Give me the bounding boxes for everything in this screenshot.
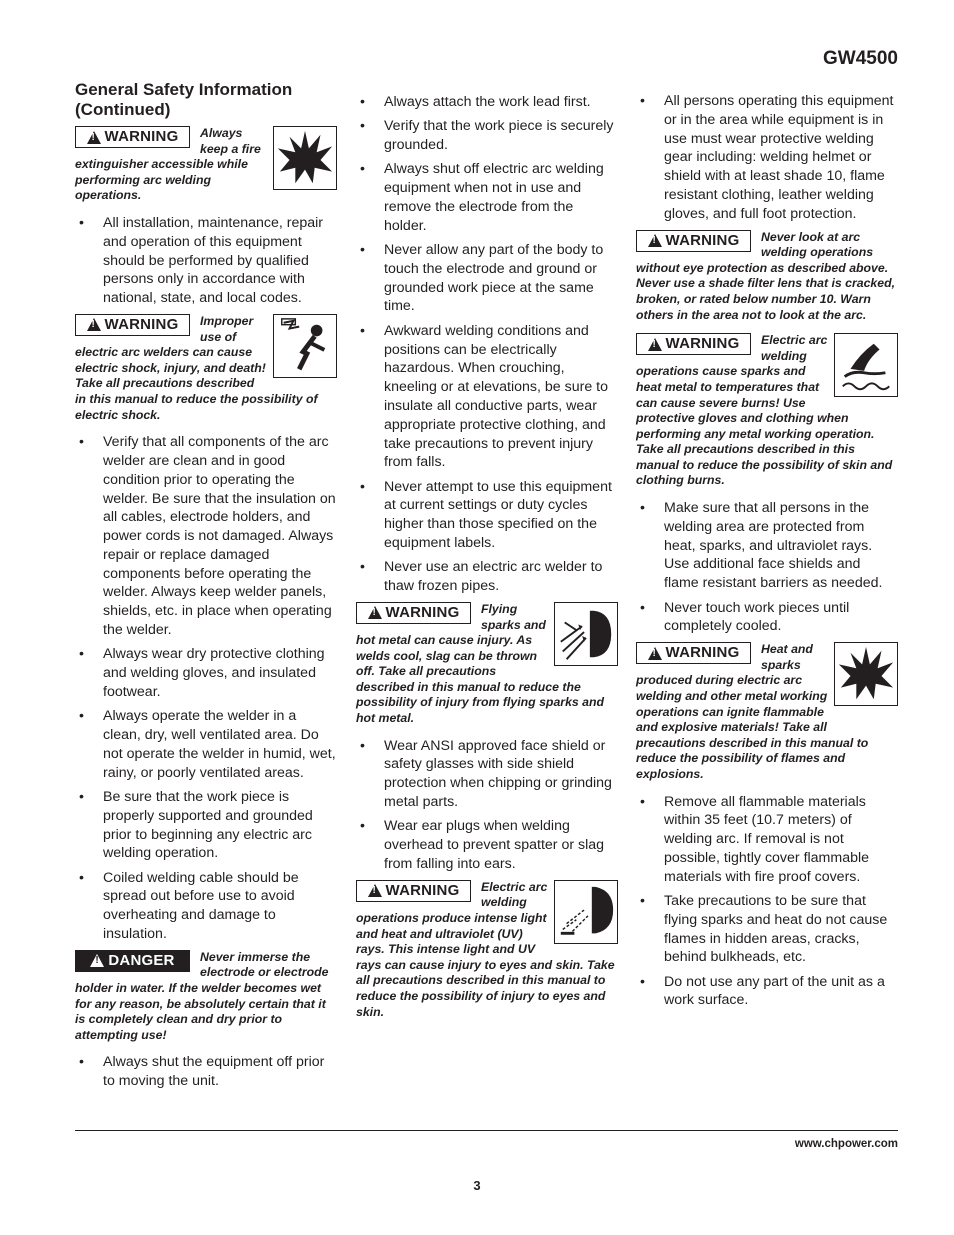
bullet-list (356, 737, 618, 874)
warning-badge: ! WARNING (636, 333, 751, 355)
warning-flying-sparks: ! WARNING Flying sparks and hot metal can cause injury. As welds cool, slag can be thrown off. Take all precautions described in this manual to reduce the possibility of injury from flying sparks and hot metal. (356, 602, 618, 727)
bullet-list (75, 214, 337, 308)
column-2 (356, 93, 618, 1030)
bullet-list (75, 433, 337, 944)
alert-triangle-icon (368, 884, 382, 897)
list-item: • Coiled welding cable should be spread out before use to avoid overheating and damage to insulation. (75, 869, 337, 944)
page-number: 3 (473, 1178, 481, 1193)
section-title: General Safety Information (Continued) (75, 80, 293, 119)
list-item: • Never attempt to use this equipment at current settings or duty cycles higher than those specified on the equipment labels. (356, 478, 618, 553)
warning-burns: ! WARNING Electric arc welding operations cause sparks and heat metal to temperatures that can cause severe burns! Use protective gloves and clothing when performing any metal working operation. Take all precautions described in this manual to reduce the possibility of skin and clothing burns. (636, 333, 898, 489)
list-item: • Remove all flammable materials within 35 feet (10.7 meters) of welding arc. If removal is not possible, tightly cover flammable materials with fire proof covers. (636, 793, 898, 887)
bullet-list (636, 92, 898, 224)
list-item: • All installation, maintenance, repair and operation of this equipment should be performed by qualified persons only in accordance with national, state, and local codes. (75, 214, 337, 308)
warning-badge: ! WARNING (356, 880, 471, 902)
warning-badge: ! WARNING (356, 602, 471, 624)
list-item: • Make sure that all persons in the welding area are protected from heat, sparks, and ultraviolet rays. Use additional face shields and flame resistant barriers as needed. (636, 499, 898, 593)
alert-triangle-icon (87, 131, 101, 144)
list-item: • Be sure that the work piece is properly supported and grounded prior to beginning any electric arc welding operation. (75, 788, 337, 863)
footer-divider (75, 1130, 898, 1131)
list-item: • Verify that all components of the arc welder are clean and in good condition prior to operating the welder. Be sure that the insulation on all cables, electrode holders, and power cords is not damaged. Always repair or replace damaged components before operating the welder. Always keep welder panels, shields, etc. in place when operating the welder. (75, 433, 337, 640)
warning-uv-rays: ! WARNING Electric arc welding operations produce intense light and heat and ultraviolet (UV) rays. This intense light and UV rays can cause injury to eyes and skin. Take all precautions described in this manual to reduce the possibility of injury to eyes and skin. (356, 880, 618, 1020)
list-item: • Always operate the welder in a clean, dry, well ventilated area. Do not operate the welder in humid, wet, rainy, or poorly ventilated areas. (75, 707, 337, 782)
warning-badge: ! WARNING (636, 230, 751, 252)
warning-electric-shock: ! WARNING Improper use of electric arc welders can cause electric shock, injury, and death! Take all precautions described in this manual to reduce the possibility of electric shock. (75, 314, 337, 423)
warning-badge: ! WARNING (75, 126, 190, 148)
list-item: • Do not use any part of the unit as a work surface. (636, 973, 898, 1011)
list-item: • Verify that the work piece is securely grounded. (356, 117, 618, 155)
warning-badge: ! WARNING (75, 314, 190, 336)
list-item: • Always shut the equipment off prior to moving the unit. (75, 1053, 337, 1091)
explosion-icon (273, 126, 337, 190)
hot-surface-hand-icon (834, 333, 898, 397)
warning-fire-explosion: ! WARNING Heat and sparks produced during electric arc welding and other metal working operations can ignite flammable and explosive materials! Take all precautions described in this manual to reduce the possibility of flames and explosions. (636, 642, 898, 782)
list-item: • Always shut off electric arc welding equipment when not in use and remove the electrode from the holder. (356, 160, 618, 235)
bullet-list (636, 499, 898, 636)
footer-url[interactable]: www.chpower.com (794, 1138, 898, 1150)
list-item: • All persons operating this equipment or in the area while equipment is in use must wear protective welding gear including: welding helmet or shield with at least shade 10, flame resistant clothing, leather welding gloves, and full foot protection. (636, 92, 898, 224)
list-item: • Always attach the work lead first. (356, 93, 618, 112)
face-shield-sparks-icon (554, 602, 618, 666)
list-item: • Wear ANSI approved face shield or safety glasses with side shield protection when chipping or grinding metal parts. (356, 737, 618, 812)
warning-badge: ! WARNING (636, 642, 751, 664)
alert-triangle-icon (87, 318, 101, 331)
bullet-list (636, 793, 898, 1011)
alert-triangle-icon (648, 647, 662, 660)
list-item: • Always wear dry protective clothing and welding gloves, and insulated footwear. (75, 645, 337, 701)
bullet-list (356, 93, 618, 596)
list-item: • Never use an electric arc welder to thaw frozen pipes. (356, 558, 618, 596)
alert-triangle-icon (368, 606, 382, 619)
column-3 (636, 92, 898, 1016)
welding-helmet-arc-icon (554, 880, 618, 944)
bullet-list (75, 1053, 337, 1091)
alert-triangle-icon (90, 954, 104, 967)
list-item: • Awkward welding conditions and positions can be electrically hazardous. When crouching, kneeling or at elevations, be sure to insulate all conductive parts, wear appropriate protective clothing, and take precautions to prevent injury from falls. (356, 322, 618, 472)
list-item: • Never touch work pieces until completely cooled. (636, 599, 898, 637)
model-number: GW4500 (823, 48, 898, 69)
electric-shock-icon (273, 314, 337, 378)
list-item: • Wear ear plugs when welding overhead to prevent spatter or slag from falling into ears. (356, 817, 618, 873)
danger-immersion: ! DANGER Never immerse the electrode or electrode holder in water. If the welder becomes wet for any reason, be absolutely certain that it is completely clean and dry prior to attempting use! (75, 950, 337, 1044)
alert-triangle-icon (648, 338, 662, 351)
list-item: • Never allow any part of the body to touch the electrode and ground or grounded work piece at the same time. (356, 241, 618, 316)
danger-badge: ! DANGER (75, 950, 190, 972)
list-item: • Take precautions to be sure that flying sparks and heat do not cause flames in hidden areas, cracks, behind bulkheads, etc. (636, 892, 898, 967)
warning-eye-protection: ! WARNING Never look at arc welding operations without eye protection as described above. Never use a shade filter lens that is cracked, broken, or rated below number 10. Warn others in the area not to look at the arc. (636, 230, 898, 324)
explosion-icon (834, 642, 898, 706)
column-1 (75, 80, 337, 1097)
warning-fire-extinguisher: ! WARNING Always keep a fire extinguisher accessible while performing arc welding operations. (75, 126, 337, 204)
alert-triangle-icon (648, 234, 662, 247)
